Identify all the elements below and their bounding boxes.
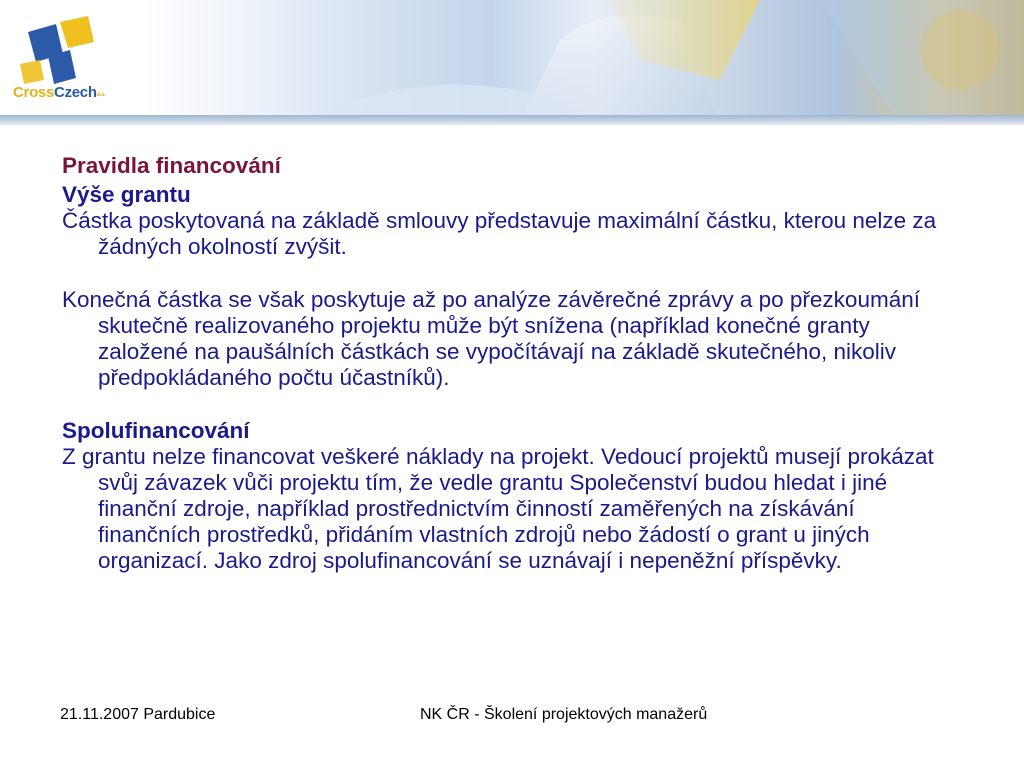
header-banner — [0, 0, 1024, 125]
paragraph-final-amount: Konečná částka se však poskytuje až po analýze závěrečné zprávy a po přezkoumání skutečně realizovaného projektu může být snížena (například konečné granty založené na paušálních částkách se vypočítávají na základě skutečného, nikoliv předpokládaného počtu účastníků). — [62, 287, 920, 390]
logo-suffix: a.s. — [96, 92, 106, 98]
spacer — [62, 260, 962, 287]
logo-text — [13, 84, 106, 101]
banner-stripe — [0, 115, 1024, 125]
banner-artwork — [0, 0, 1024, 125]
logo-word-cross: Cross — [13, 84, 55, 101]
footer-course-title: NK ČR - Školení projektových manažerů — [420, 706, 708, 723]
slide-subtitle: Výše grantu — [62, 182, 191, 207]
spacer — [62, 391, 962, 418]
slide-footer — [0, 706, 1024, 728]
paragraph-cofinancing: Z grantu nelze financovat veškeré náklady na projekt. Vedoucí projektů musejí prokázat svůj závazek vůči projektu tím, že vedle grantu Společenství budou hledat i jiné finanční zdroje, například prostřednictvím činností zaměřených na získávání finančních prostředků, přidáním vlastních zdrojů nebo žádostí o grant u jiných organizací. Jako zdroj spolufinancování se uznávají i nepeněžní příspěvky. — [62, 444, 934, 573]
paragraph-grant-amount: Částka poskytovaná na základě smlouvy představuje maximální částku, kterou nelze za žádných okolností zvýšit. — [62, 208, 937, 259]
slide-title: Pravidla financování — [62, 153, 281, 178]
footer-date-place: 21.11.2007 Pardubice — [60, 706, 216, 723]
slide-content — [62, 153, 962, 574]
logo-word-czech: Czech — [54, 84, 97, 101]
section-cofinancing-title: Spolufinancování — [62, 418, 250, 443]
